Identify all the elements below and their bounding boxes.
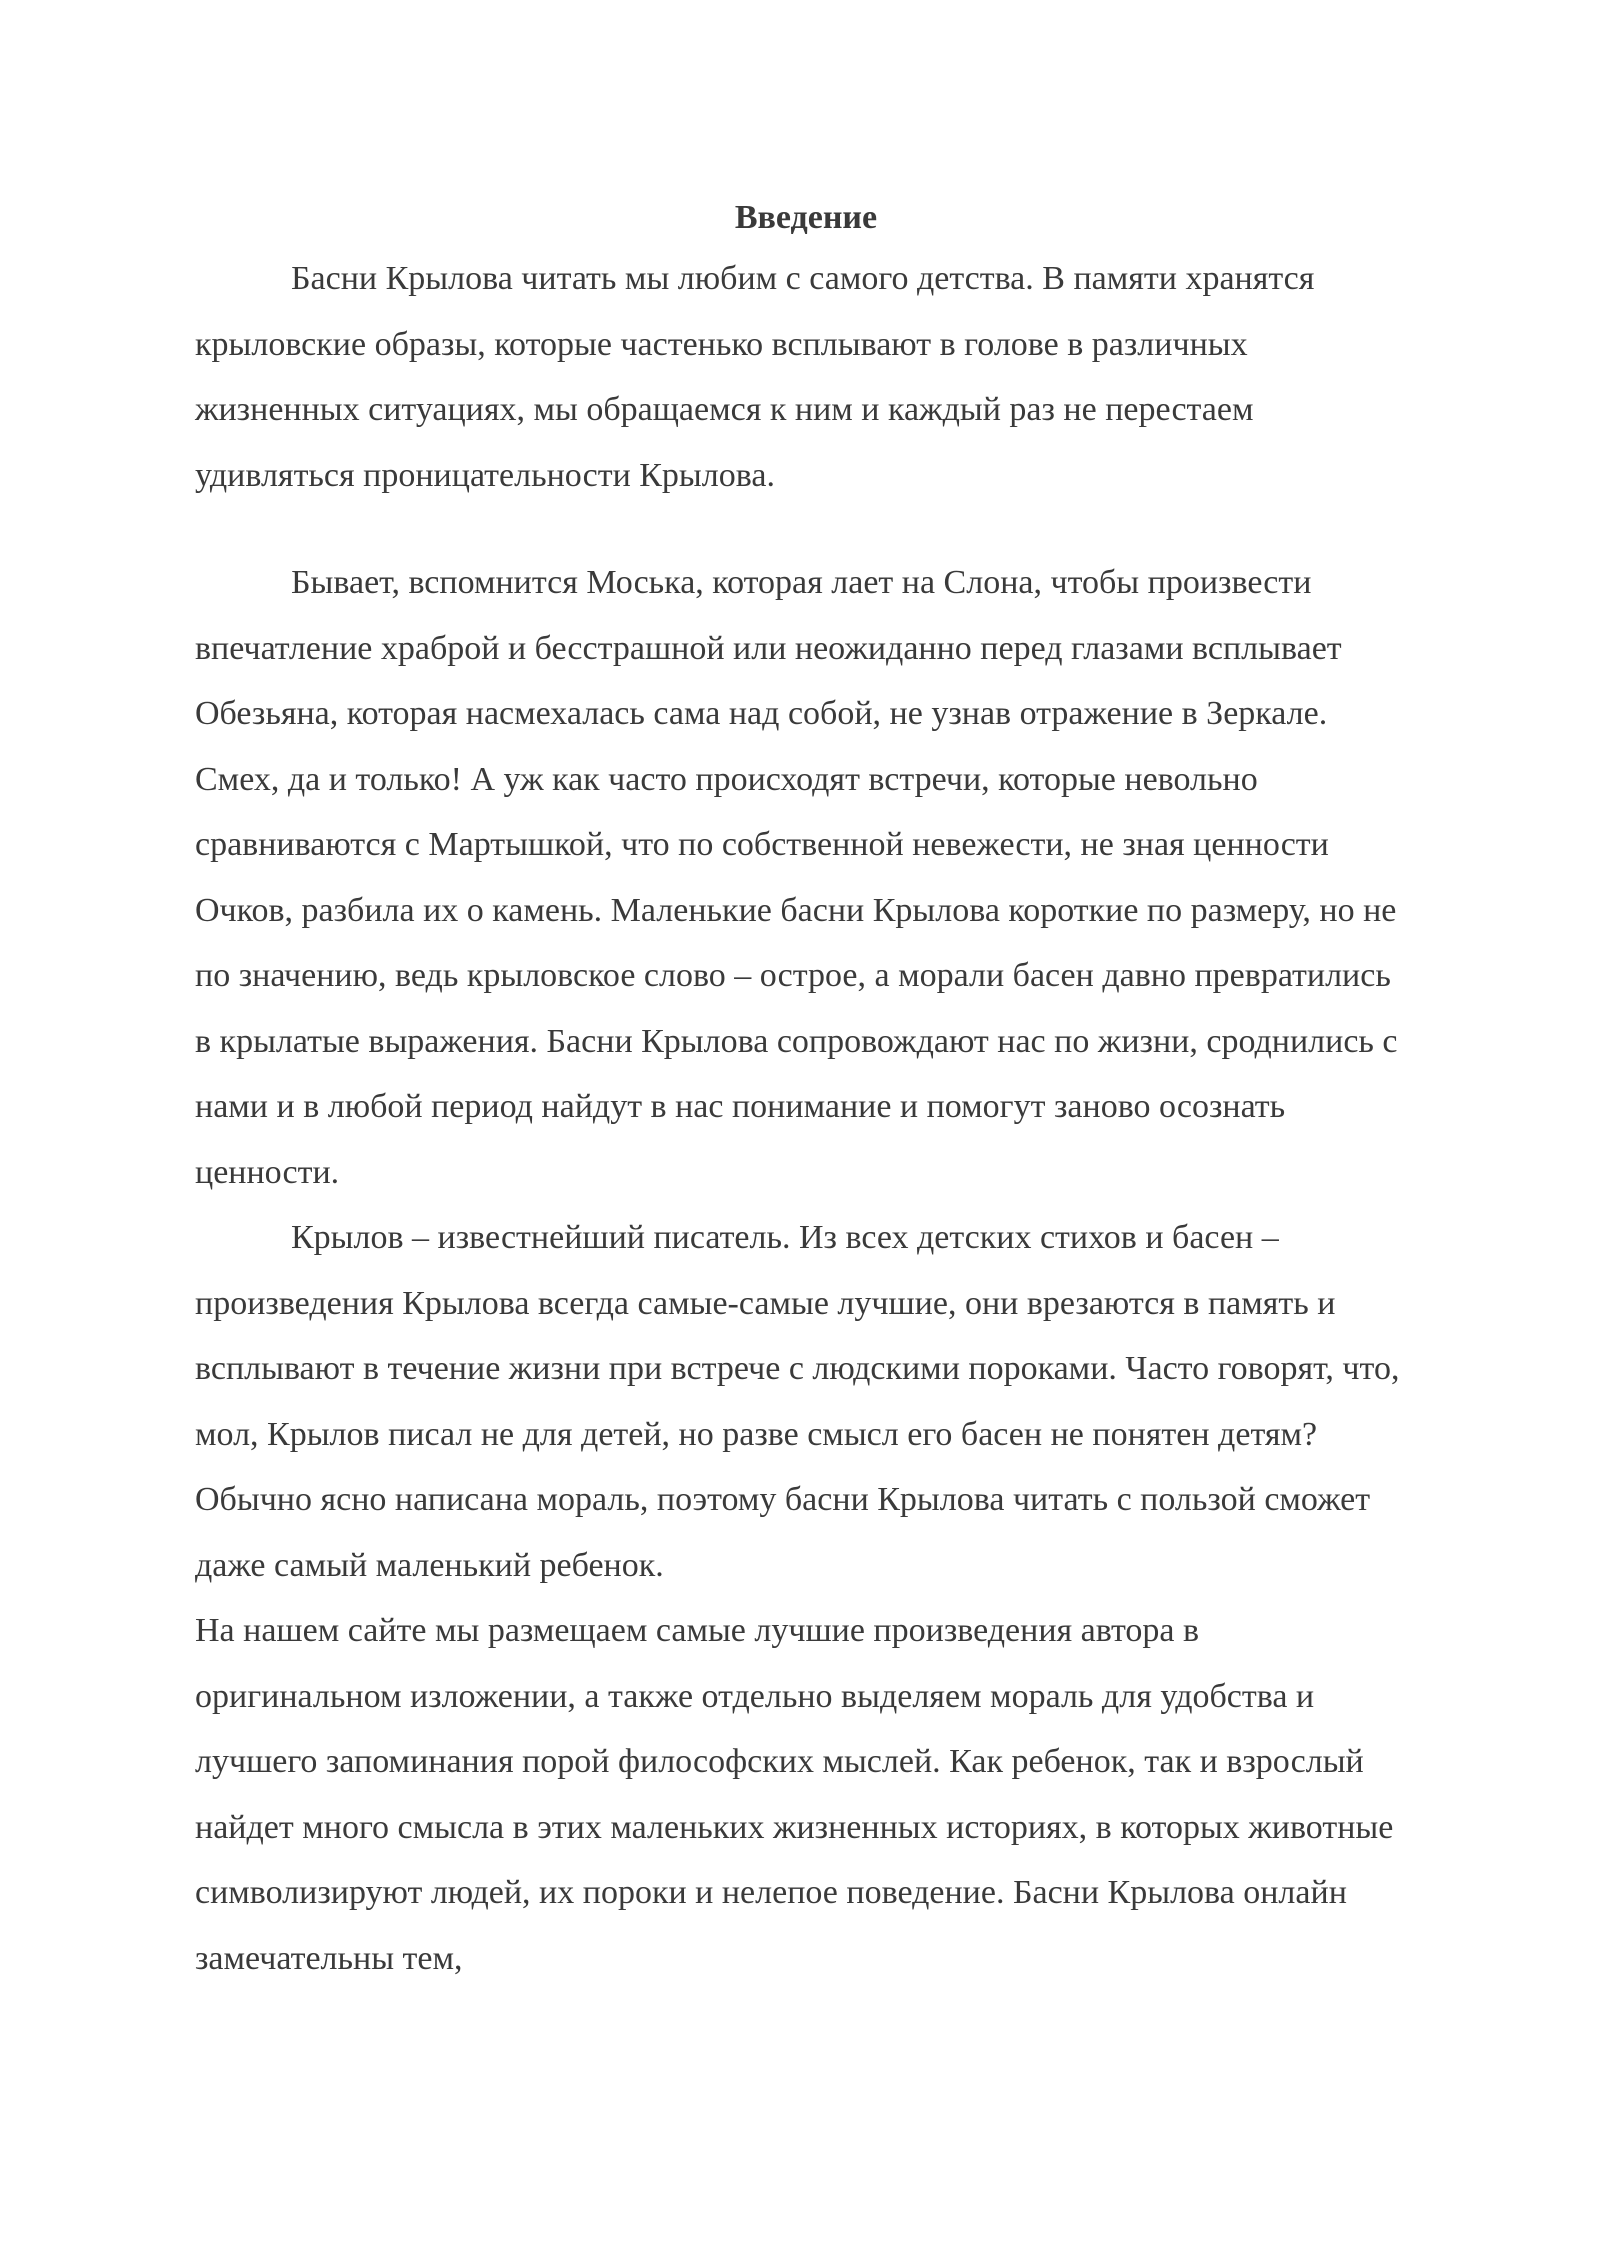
document-body [195,190,1405,1991]
paragraph-site: На нашем сайте мы размещаем самые лучшие произведения автора в оригинальном изложении, а также отдельно выделяем мораль для удобства и лучшего запоминания порой философских мыслей. Как ребенок, так и взрослый найдет много смысла в этих маленьких жизненных историях, в которых животные символизируют людей, их пороки и нелепое поведение. Басни Крылова онлайн замечательны тем, [195,1612,1394,1977]
paragraph-examples: Бывает, вспомнится Моська, которая лает на Слона, чтобы произвести впечатление храброй и бесстрашной или неожиданно перед глазами всплывает Обезьяна, которая насмехалась сама над собой, не узнав отражение в Зеркале. Смех, да и только! А уж как часто происходят встречи, которые невольно сравниваются с Мартышкой, что по собственной невежести, не зная ценности Очков, разбила их о камень. Маленькие басни Крылова короткие по размеру, но не по значению, ведь крыловское слово – острое, а морали басен давно превратились в крылатые выражения. Басни Крылова сопровождают нас по жизни, сроднились с нами и в любой период найдут в нас понимание и помогут заново осознать ценности. [195,564,1398,1191]
paragraph-intro: Басни Крылова читать мы любим с самого детства. В памяти хранятся крыловские образы, которые частенько всплывают в голове в различных жизненных ситуациях, мы обращаемся к ним и каждый раз не перестаем удивляться проницательности Крылова. [195,260,1315,494]
page-title: Введение [734,199,878,236]
paragraph-writer: Крылов – известнейший писатель. Из всех детских стихов и басен – произведения Крылова всегда самые-самые лучшие, они врезаются в память и всплывают в течение жизни при встрече с людскими пороками. Часто говорят, что, мол, Крылов писал не для детей, но разве смысл его басен не понятен детям? Обычно ясно написана мораль, поэтому басни Крылова читать с пользой сможет даже самый маленький ребенок. [195,1219,1400,1584]
